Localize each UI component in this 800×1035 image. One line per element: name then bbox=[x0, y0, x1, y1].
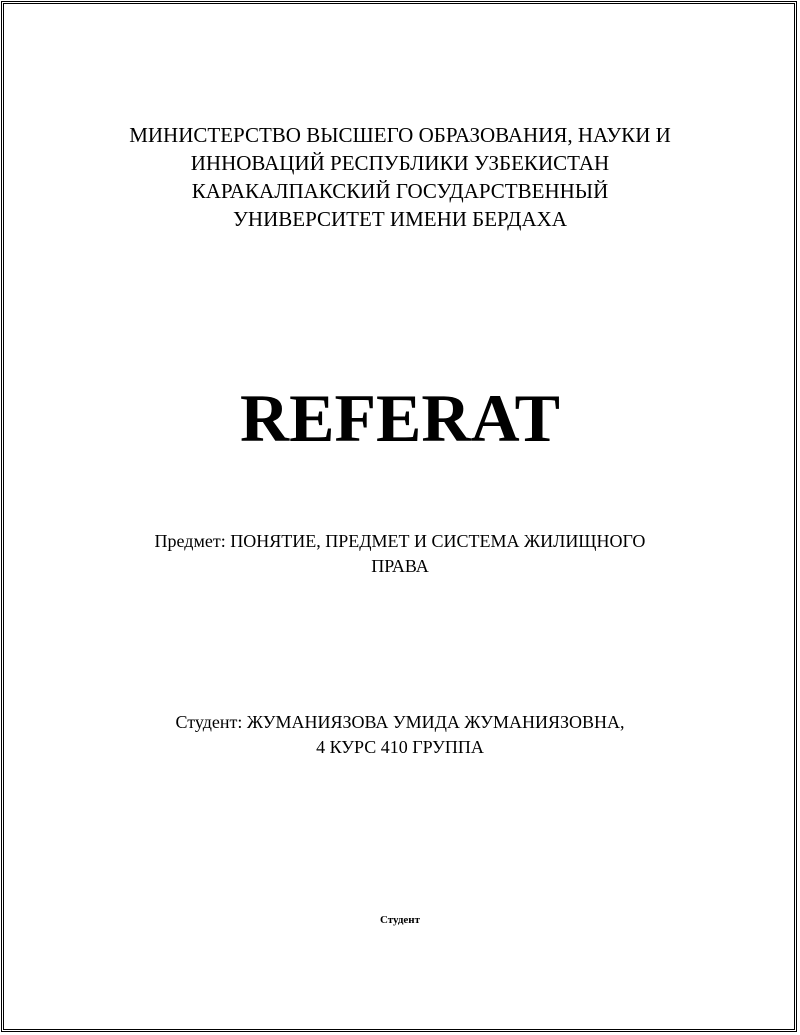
header-line-university: УНИВЕРСИТЕТ ИМЕНИ БЕРДАХА bbox=[233, 207, 567, 231]
student-group-line: 4 КУРС 410 ГРУППА bbox=[316, 737, 484, 757]
subject-block bbox=[0, 529, 800, 579]
header-line-state: КАРАКАЛПАКСКИЙ ГОСУДАРСТВЕННЫЙ bbox=[191, 179, 609, 203]
header-line-ministry: МИНИСТЕРСТВО ВЫСШЕГО ОБРАЗОВАНИЯ, НАУКИ И bbox=[129, 123, 671, 147]
student-name-line: Студент: ЖУМАНИЯЗОВА УМИДА ЖУМАНИЯЗОВНА, bbox=[175, 712, 625, 732]
subject-line-2: ПРАВА bbox=[371, 556, 429, 576]
institution-header bbox=[0, 121, 800, 233]
header-line-republic: ИННОВАЦИЙ РЕСПУБЛИКИ УЗБЕКИСТАН bbox=[190, 151, 610, 175]
footer-label: Студент bbox=[379, 914, 421, 926]
student-block bbox=[0, 710, 800, 760]
document-title: REFERAT bbox=[240, 380, 560, 456]
subject-line-1: Предмет: ПОНЯТИЕ, ПРЕДМЕТ И СИСТЕМА ЖИЛИЩНОГО bbox=[154, 531, 646, 551]
